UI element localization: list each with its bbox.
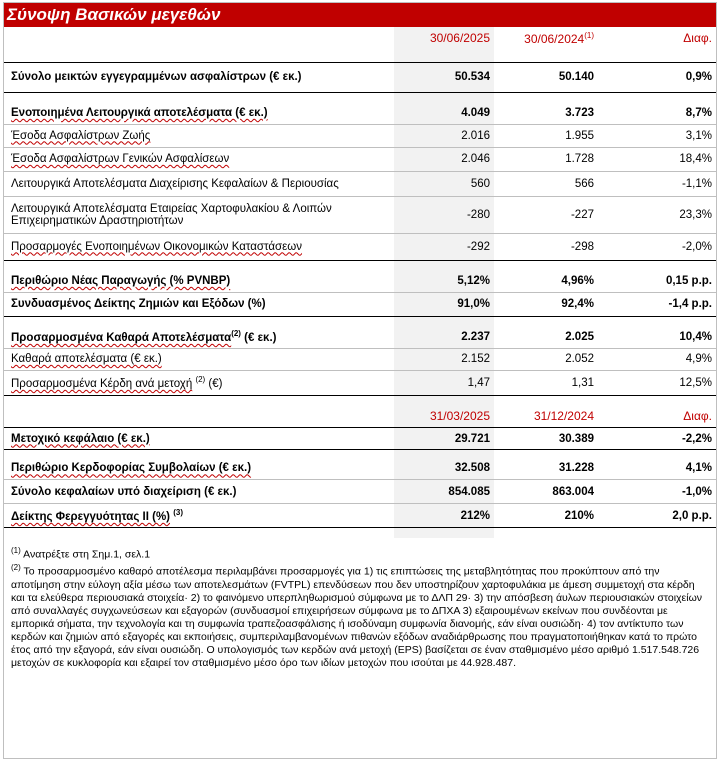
table-row: Ενοποιημένα Λειτουργικά αποτελέσματα (€ εκ.) 4.049 3.723 8,7% [4,102,716,124]
footnote-2: $^{(2)}$ Το προσαρμοσμένο καθαρό αποτέλεσμα περιλαμβάνει προσαρμογές για 1) τις επιπτώσεις της μεταβλητότητας που προκύπτουν από την αποτίμηση στην εύλογη αξία μέσω των αποτελεσμάτων (FVTPL) επενδύσεων που δεν υποστηρίζουν χαρτοφυλάκια με άμεση συμμετοχή στα κέρδη και τα ελεύθερα περιουσιακά στοιχεία· 2) το φαινόμενο υπερπληθωρισμού σύμφωνα με το ΔΛΠ 29· 3) την απόσβεση άυλων περιουσιακών στοιχείων από συναλλαγές συγχωνεύσεων και εξαγορών (συνδυασμοί επιχειρήσεων σύμφωνα με το ΔΠΧΑ 3) εξαιρουμένων εκείνων που συνδέονται με εμπορικά σήματα, την τεχνολογία και τη συμφωνία τραπεζοασφάλισης ή ισοδύναμη συμφωνία διανομής, εάν είναι ουσιώδη· 4) τον αντίκτυπο των κερδών και ζημιών από εξαγορές και εκποιήσεις, συμπεριλαμβανομένων πιθανών εξόδων αναδιάρθρωσης που πραγματοποιήθηκαν κατά το πρώτο έτος από την εξαγορά, εάν είναι ουσιώδη. Ο υπολογισμός των κερδών ανά μετοχή (EPS) βασίζεται σε έναν σταθμισμένο μέσο αριθμό 1.517.548.726 μετοχών σε κυκλοφορία και εξαιρεί τον σταθμισμένο μέσο όρο των ιδίων μετοχών που ισούται με 44.928.487. [11,563,703,669]
key-figures-table [4,27,716,538]
table-row: Λειτουργικά Αποτελέσματα Εταιρείας Χαρτοφυλακίου & Λοιπών Επιχειρηματικών Δραστηριοτήτων -280 -227 23,3% [4,196,716,233]
table-row: Έσοδα Ασφαλίστρων Γενικών Ασφαλίσεων 2.046 1.728 18,4% [4,147,716,171]
table-row: Προσαρμοσμένα Καθαρά Αποτελέσματα$^{(2)}$ (€ εκ.) 2.237 2.025 10,4% [4,326,716,348]
summary-panel [3,2,717,759]
header-row-1 [4,27,716,49]
table-row: Λειτουργικά Αποτελέσματα Διαχείρισης Κεφαλαίων & Περιουσίας 560 566 -1,1% [4,171,716,196]
table-row: Περιθώριο Νέας Παραγωγής (% PVNBP) 5,12% 4,96% 0,15 p.p. [4,270,716,292]
footnote-1: $^{(1)}$ Ανατρέξτε στη Σημ.1, σελ.1 [11,545,151,560]
row-label: Σύνολο μεικτών εγγεγραμμένων ασφαλίστρων (€ εκ.) [4,62,394,92]
header-current-period-2: 31/03/2025 [394,405,494,428]
header-difference: Διαφ. [683,31,712,45]
table-row: Δείκτης Φερεγγυότητας II (%) $^{(3)}$ 212% 210% 2,0 p.p. [4,504,716,528]
header-row-2 [4,405,716,428]
header-difference-2: Διαφ. [598,405,716,428]
table-row: Συνδυασμένος Δείκτης Ζημιών και Εξόδων (%) 91,0% 92,4% -1,4 p.p. [4,292,716,316]
panel-title: Σύνοψη Βασικών μεγεθών [4,3,716,27]
table-row: Μετοχικό κεφάλαιο (€ εκ.) 29.721 30.389 -2,2% [4,428,716,450]
header-prior-period-2: 31/12/2024 [494,405,598,428]
footnotes [4,538,716,670]
header-prior-period: 30/06/2024$^{(1)}$ [524,30,594,46]
table-row: Καθαρά αποτελέσματα (€ εκ.) 2.152 2.052 4,9% [4,348,716,370]
header-current-period: 30/06/2025 [394,27,494,49]
row-label: Ενοποιημένα Λειτουργικά αποτελέσματα (€ εκ.) [4,102,394,124]
table-row: Περιθώριο Κερδοφορίας Συμβολαίων (€ εκ.) 32.508 31.228 4,1% [4,458,716,480]
table-row: Προσαρμοσμένα Κέρδη ανά μετοχή $^{(2)}$ (€) 1,47 1,31 12,5% [4,370,716,395]
table-row: Προσαρμογές Ενοποιημένων Οικονομικών Καταστάσεων -292 -298 -2,0% [4,233,716,260]
table-row: Σύνολο κεφαλαίων υπό διαχείριση (€ εκ.) 854.085 863.004 -1,0% [4,480,716,504]
table-row: Σύνολο μεικτών εγγεγραμμένων ασφαλίστρων (€ εκ.) 50.534 50.140 0,9% [4,62,716,92]
table-row: Έσοδα Ασφαλίστρων Ζωής 2.016 1.955 3,1% [4,124,716,147]
